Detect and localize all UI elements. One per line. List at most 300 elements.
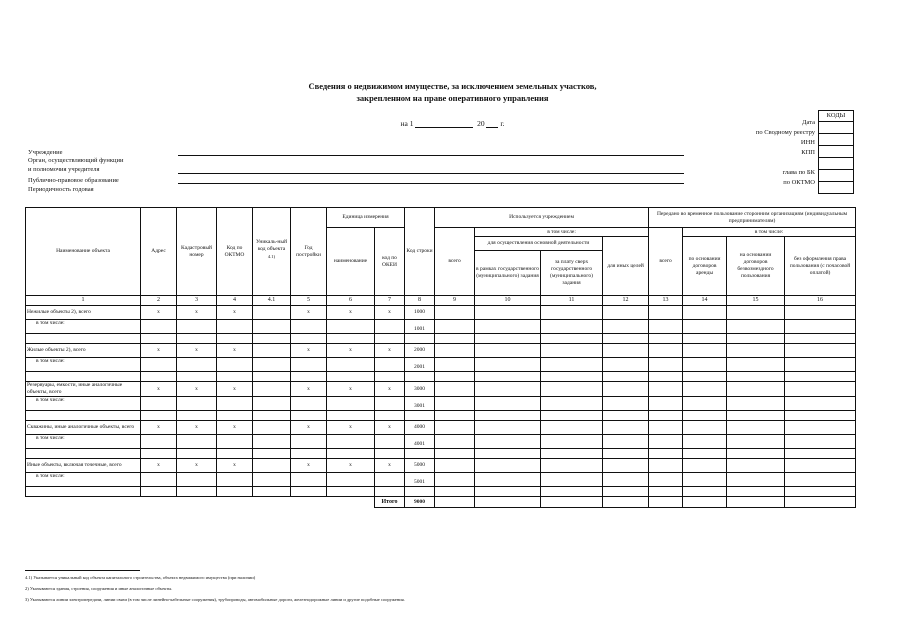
data-cell[interactable] [541, 473, 603, 487]
data-cell[interactable] [291, 372, 327, 382]
table-row [26, 358, 856, 372]
data-cell[interactable] [727, 397, 785, 411]
data-cell[interactable] [435, 344, 475, 358]
data-cell[interactable] [727, 421, 785, 435]
row-mark-cell: x [291, 344, 327, 358]
hdr-unit: Единица измерения [327, 208, 405, 228]
data-cell[interactable] [603, 372, 649, 382]
data-cell[interactable] [475, 372, 541, 382]
data-cell[interactable] [177, 334, 217, 344]
data-cell[interactable] [683, 372, 727, 382]
data-cell[interactable] [541, 497, 603, 508]
row-mark-cell: x [291, 306, 327, 320]
data-cell[interactable] [141, 449, 177, 459]
data-cell[interactable] [253, 435, 291, 449]
data-cell[interactable] [435, 435, 475, 449]
data-cell[interactable] [649, 411, 683, 421]
data-cell[interactable] [435, 497, 475, 508]
data-cell[interactable] [649, 306, 683, 320]
row-mark-cell: x [217, 306, 253, 320]
data-cell[interactable] [727, 459, 785, 473]
data-cell[interactable] [375, 449, 405, 459]
data-cell[interactable] [141, 397, 177, 411]
data-cell[interactable] [253, 487, 291, 497]
code-oktmo-cell[interactable] [819, 194, 853, 205]
data-cell[interactable] [541, 320, 603, 334]
code-date-cell[interactable] [819, 122, 853, 134]
data-cell[interactable] [327, 411, 375, 421]
data-cell[interactable] [26, 411, 141, 421]
data-cell[interactable] [649, 358, 683, 372]
data-cell[interactable] [217, 435, 253, 449]
data-cell[interactable] [603, 459, 649, 473]
row-object-name: Жилые объекты 2), всего [26, 344, 141, 358]
code-label-inn: ИНН [800, 139, 815, 146]
data-cell[interactable] [375, 372, 405, 382]
data-cell[interactable] [649, 449, 683, 459]
row-object-name: Резервуары, емкости, иные аналогичные объекты, всего [26, 382, 141, 397]
data-cell[interactable] [177, 358, 217, 372]
data-cell[interactable] [435, 473, 475, 487]
data-cell[interactable] [375, 487, 405, 497]
data-cell[interactable] [603, 306, 649, 320]
data-cell[interactable] [327, 449, 375, 459]
data-cell[interactable] [603, 397, 649, 411]
data-cell[interactable] [435, 421, 475, 435]
label-public-entity: Публично-правовое образование [28, 177, 119, 184]
data-cell[interactable] [375, 411, 405, 421]
hdr-tr-total: всего [649, 228, 683, 296]
data-cell[interactable] [217, 449, 253, 459]
data-cell[interactable] [177, 397, 217, 411]
hdr-main-activity: для осуществления основной деятельности [475, 237, 603, 251]
data-cell[interactable] [683, 306, 727, 320]
data-cell[interactable] [291, 397, 327, 411]
data-cell[interactable] [327, 320, 375, 334]
hdr-no-docs: без оформления права пользования (с почасовой оплатой) [785, 237, 856, 296]
column-number: 14 [683, 296, 727, 306]
data-cell[interactable] [475, 306, 541, 320]
founder-field[interactable] [178, 173, 684, 174]
column-number: 6 [327, 296, 375, 306]
data-cell[interactable] [253, 358, 291, 372]
date-year-field[interactable] [486, 118, 498, 128]
data-cell[interactable] [475, 421, 541, 435]
row-sub-code: 2001 [405, 358, 435, 372]
table-row [26, 306, 856, 320]
data-cell[interactable] [541, 435, 603, 449]
data-cell[interactable] [435, 306, 475, 320]
data-cell[interactable] [727, 473, 785, 487]
data-cell[interactable] [375, 435, 405, 449]
data-cell[interactable] [727, 497, 785, 508]
data-cell[interactable] [541, 449, 603, 459]
data-cell[interactable] [217, 358, 253, 372]
row-mark-cell: x [327, 344, 375, 358]
data-cell[interactable] [253, 397, 291, 411]
hdr-name: Наименование объекта [26, 208, 141, 296]
hdr-address: Адрес [141, 208, 177, 296]
data-cell[interactable] [603, 421, 649, 435]
data-cell[interactable] [785, 382, 856, 397]
data-cell[interactable] [603, 435, 649, 449]
row-subitem-label: в том числе: [26, 397, 141, 411]
row-mark-cell: x [217, 382, 253, 397]
data-cell[interactable] [141, 358, 177, 372]
row-mark-cell: x [375, 421, 405, 435]
data-cell[interactable] [26, 487, 141, 497]
data-cell[interactable] [217, 473, 253, 487]
data-cell[interactable] [291, 334, 327, 344]
data-cell[interactable] [603, 411, 649, 421]
data-cell[interactable] [785, 334, 856, 344]
data-cell[interactable] [217, 397, 253, 411]
data-cell[interactable] [253, 320, 291, 334]
hdr-used-incl: в том числе: [475, 228, 649, 237]
data-cell[interactable] [785, 411, 856, 421]
data-cell[interactable] [26, 372, 141, 382]
data-cell[interactable] [405, 449, 435, 459]
data-cell[interactable] [475, 459, 541, 473]
data-cell[interactable] [375, 320, 405, 334]
data-cell[interactable] [141, 435, 177, 449]
data-cell[interactable] [727, 344, 785, 358]
column-number: 8 [405, 296, 435, 306]
table-row [26, 459, 856, 473]
data-cell[interactable] [541, 372, 603, 382]
data-cell[interactable] [603, 382, 649, 397]
data-cell[interactable] [683, 459, 727, 473]
table-row [26, 382, 856, 397]
data-cell[interactable] [727, 449, 785, 459]
public-entity-field[interactable] [178, 183, 684, 184]
data-cell[interactable] [217, 487, 253, 497]
data-cell[interactable] [603, 358, 649, 372]
data-cell[interactable] [291, 435, 327, 449]
row-subitem-label: в том числе: [26, 473, 141, 487]
data-cell[interactable] [291, 487, 327, 497]
institution-field[interactable] [178, 155, 684, 156]
data-cell[interactable] [435, 372, 475, 382]
data-cell[interactable] [785, 421, 856, 435]
data-cell[interactable] [435, 334, 475, 344]
footnote-1: 4.1) Указывается уникальный код объекта капитального строительства, объекта недвижимого имущества (при наличии) [25, 575, 256, 580]
hdr-other: для иных целей [603, 237, 649, 296]
data-cell[interactable] [683, 487, 727, 497]
data-cell[interactable] [327, 358, 375, 372]
data-cell[interactable] [327, 435, 375, 449]
data-cell[interactable] [405, 411, 435, 421]
code-inn-cell[interactable] [819, 146, 853, 158]
column-number: 10 [475, 296, 541, 306]
data-cell[interactable] [141, 411, 177, 421]
data-cell[interactable] [683, 382, 727, 397]
column-number: 5 [291, 296, 327, 306]
row-mark-cell: x [327, 459, 375, 473]
data-cell[interactable] [541, 397, 603, 411]
data-cell[interactable] [375, 358, 405, 372]
row-mark-cell: x [217, 344, 253, 358]
data-cell[interactable] [683, 358, 727, 372]
data-cell[interactable] [683, 473, 727, 487]
data-cell[interactable] [785, 435, 856, 449]
data-cell[interactable] [475, 435, 541, 449]
row-code: 1000 [405, 306, 435, 320]
row-mark-cell[interactable] [253, 306, 291, 320]
data-cell[interactable] [141, 473, 177, 487]
row-object-name: Нежилые объекты 2), всего [26, 306, 141, 320]
data-cell[interactable] [435, 320, 475, 334]
data-cell[interactable] [603, 320, 649, 334]
data-cell[interactable] [727, 358, 785, 372]
date-day-month-field[interactable] [415, 118, 473, 128]
row-mark-cell: x [141, 421, 177, 435]
data-cell[interactable] [475, 334, 541, 344]
data-cell[interactable] [253, 473, 291, 487]
data-cell[interactable] [785, 397, 856, 411]
code-label-registry: по Сводному реестру [755, 129, 815, 136]
row-mark-cell[interactable] [253, 421, 291, 435]
data-cell[interactable] [603, 334, 649, 344]
data-cell[interactable] [603, 487, 649, 497]
data-cell[interactable] [603, 497, 649, 508]
row-mark-cell: x [327, 306, 375, 320]
data-cell[interactable] [541, 411, 603, 421]
table-row [26, 397, 856, 411]
data-cell[interactable] [475, 358, 541, 372]
data-cell[interactable] [405, 372, 435, 382]
column-number: 16 [785, 296, 856, 306]
data-cell[interactable] [327, 334, 375, 344]
data-cell[interactable] [649, 421, 683, 435]
data-cell[interactable] [785, 306, 856, 320]
data-cell[interactable] [727, 306, 785, 320]
data-cell[interactable] [727, 372, 785, 382]
data-cell[interactable] [683, 497, 727, 508]
code-bk-cell[interactable] [819, 182, 853, 194]
data-cell[interactable] [435, 397, 475, 411]
form-title-line2: закрепленном на праве оперативного управления [356, 93, 549, 103]
data-cell[interactable] [649, 334, 683, 344]
data-cell[interactable] [649, 372, 683, 382]
data-cell[interactable] [683, 397, 727, 411]
data-cell[interactable] [727, 487, 785, 497]
data-cell[interactable] [141, 334, 177, 344]
data-cell[interactable] [785, 459, 856, 473]
hdr-used-total: всего [435, 228, 475, 296]
data-cell[interactable] [541, 306, 603, 320]
column-number: 12 [603, 296, 649, 306]
data-cell[interactable] [727, 411, 785, 421]
data-cell[interactable] [435, 358, 475, 372]
code-kpp-cell[interactable] [819, 158, 853, 170]
data-cell[interactable] [291, 411, 327, 421]
hdr-oktmo: Код по ОКТМО [217, 208, 253, 296]
data-cell[interactable] [475, 320, 541, 334]
data-cell[interactable] [785, 344, 856, 358]
data-cell[interactable] [177, 473, 217, 487]
data-cell[interactable] [253, 334, 291, 344]
hdr-unit-name: наименование [327, 228, 375, 296]
hdr-state-task: в рамках государственного (муниципального) задания [475, 251, 541, 296]
data-cell[interactable] [727, 334, 785, 344]
data-cell[interactable] [291, 449, 327, 459]
data-cell[interactable] [177, 435, 217, 449]
data-cell[interactable] [435, 459, 475, 473]
row-mark-cell: x [375, 382, 405, 397]
data-cell[interactable] [475, 473, 541, 487]
row-mark-cell[interactable] [253, 382, 291, 397]
data-cell[interactable] [141, 320, 177, 334]
data-cell[interactable] [541, 487, 603, 497]
data-cell[interactable] [649, 344, 683, 358]
data-cell[interactable] [375, 473, 405, 487]
data-cell[interactable] [327, 487, 375, 497]
data-cell[interactable] [475, 397, 541, 411]
data-cell[interactable] [603, 473, 649, 487]
hdr-unique-text: Уникаль-ный код объекта [255, 239, 288, 253]
column-numbers-row [26, 296, 856, 306]
data-cell[interactable] [649, 459, 683, 473]
code-label-date: Дата [802, 119, 815, 126]
data-cell[interactable] [217, 372, 253, 382]
data-cell[interactable] [785, 487, 856, 497]
data-cell[interactable] [683, 320, 727, 334]
table-row [26, 320, 856, 334]
data-cell[interactable] [649, 435, 683, 449]
data-cell[interactable] [435, 382, 475, 397]
data-cell[interactable] [26, 449, 141, 459]
data-cell[interactable] [727, 382, 785, 397]
data-cell[interactable] [785, 358, 856, 372]
data-cell[interactable] [603, 344, 649, 358]
data-cell[interactable] [785, 497, 856, 508]
table-row [26, 473, 856, 487]
data-cell[interactable] [541, 382, 603, 397]
data-cell[interactable] [253, 372, 291, 382]
code-registry-cell[interactable] [819, 134, 853, 146]
data-cell[interactable] [141, 487, 177, 497]
data-cell[interactable] [785, 320, 856, 334]
data-cell[interactable] [649, 382, 683, 397]
data-cell[interactable] [683, 435, 727, 449]
data-cell[interactable] [649, 497, 683, 508]
data-cell[interactable] [291, 473, 327, 487]
data-cell[interactable] [475, 411, 541, 421]
label-periodicity: Периодичность годовая [28, 186, 94, 193]
row-code: 4000 [405, 421, 435, 435]
data-cell[interactable] [291, 320, 327, 334]
data-cell[interactable] [683, 411, 727, 421]
row-mark-cell: x [177, 382, 217, 397]
data-cell[interactable] [649, 320, 683, 334]
data-cell[interactable] [649, 473, 683, 487]
row-mark-cell: x [141, 344, 177, 358]
data-cell[interactable] [217, 411, 253, 421]
hdr-unique [253, 208, 291, 296]
data-cell[interactable] [177, 320, 217, 334]
hdr-free-use: на основании договоров безвозмездного пользования [727, 237, 785, 296]
hdr-paid: за плату сверх государственного (муниципального) задания [541, 251, 603, 296]
data-cell[interactable] [327, 397, 375, 411]
data-cell[interactable] [541, 421, 603, 435]
row-mark-cell: x [327, 382, 375, 397]
data-cell[interactable] [177, 411, 217, 421]
data-cell[interactable] [291, 358, 327, 372]
data-cell[interactable] [475, 344, 541, 358]
date-prefix: на 1 [400, 119, 414, 128]
data-cell[interactable] [475, 497, 541, 508]
data-cell[interactable] [683, 449, 727, 459]
total-row [26, 497, 856, 508]
data-cell[interactable] [141, 372, 177, 382]
date-year-prefix: 20 [477, 119, 485, 128]
data-cell[interactable] [177, 487, 217, 497]
data-cell[interactable] [683, 334, 727, 344]
row-mark-cell: x [141, 382, 177, 397]
data-cell[interactable] [435, 487, 475, 497]
data-cell[interactable] [26, 334, 141, 344]
data-cell[interactable] [649, 397, 683, 411]
data-cell[interactable] [785, 449, 856, 459]
row-mark-cell: x [217, 459, 253, 473]
data-cell[interactable] [327, 473, 375, 487]
data-cell[interactable] [217, 320, 253, 334]
data-cell[interactable] [727, 320, 785, 334]
data-cell[interactable] [649, 487, 683, 497]
table-row [26, 421, 856, 435]
row-mark-cell[interactable] [253, 344, 291, 358]
data-cell[interactable] [683, 344, 727, 358]
row-mark-cell: x [177, 459, 217, 473]
data-cell[interactable] [375, 397, 405, 411]
table-row [26, 411, 856, 421]
hdr-used: Используется учреждением [435, 208, 649, 228]
hdr-unique-note: 4.1) [267, 254, 276, 260]
date-row [0, 118, 905, 128]
data-cell[interactable] [177, 372, 217, 382]
data-cell[interactable] [327, 372, 375, 382]
data-cell[interactable] [603, 449, 649, 459]
data-cell[interactable] [475, 382, 541, 397]
row-mark-cell: x [375, 306, 405, 320]
data-cell[interactable] [475, 449, 541, 459]
data-cell[interactable] [217, 334, 253, 344]
data-cell[interactable] [253, 411, 291, 421]
row-mark-cell[interactable] [253, 459, 291, 473]
data-cell[interactable] [785, 372, 856, 382]
data-cell[interactable] [683, 421, 727, 435]
data-cell[interactable] [541, 459, 603, 473]
data-cell[interactable] [541, 358, 603, 372]
code-empty-cell[interactable] [819, 170, 853, 182]
data-cell[interactable] [727, 435, 785, 449]
data-cell[interactable] [405, 334, 435, 344]
data-cell[interactable] [253, 449, 291, 459]
data-cell[interactable] [475, 487, 541, 497]
data-cell[interactable] [375, 334, 405, 344]
data-cell[interactable] [177, 449, 217, 459]
data-cell[interactable] [405, 487, 435, 497]
data-cell[interactable] [541, 334, 603, 344]
row-object-name: Иные объекты, включая точечные, всего [26, 459, 141, 473]
row-code: 3000 [405, 382, 435, 397]
row-mark-cell: x [177, 421, 217, 435]
data-cell[interactable] [435, 411, 475, 421]
data-cell[interactable] [541, 344, 603, 358]
data-cell[interactable] [435, 449, 475, 459]
data-cell[interactable] [785, 473, 856, 487]
